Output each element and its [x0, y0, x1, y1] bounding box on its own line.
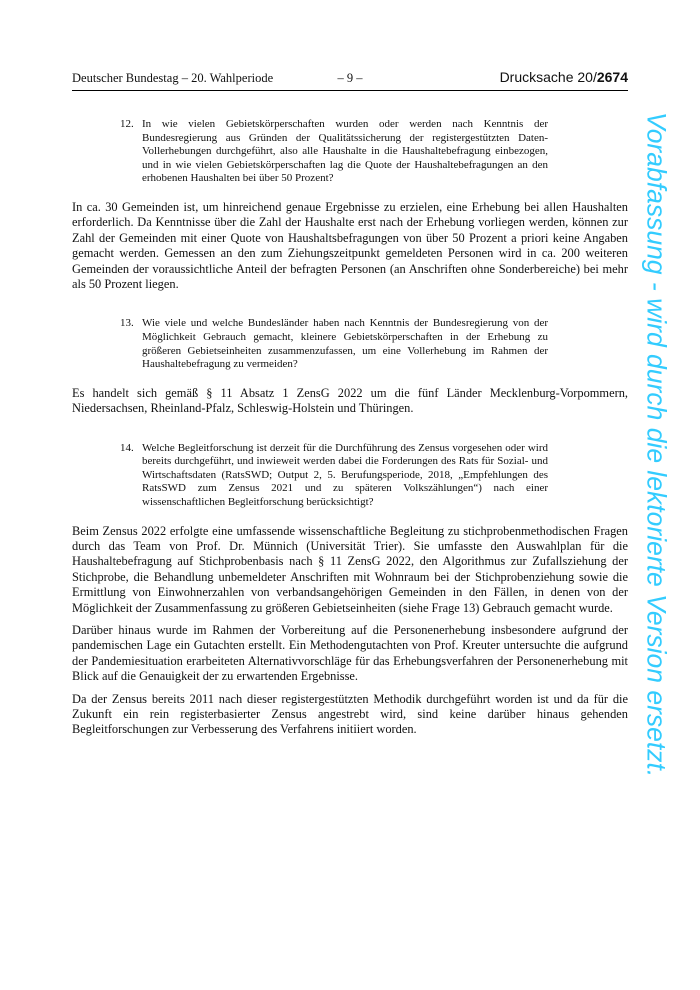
answer-12-paragraph: In ca. 30 Gemeinden ist, um hinreichend genaue Ergebnisse zu erzielen, eine Erhebung bei allen Haushalten erforderlich. Da Kenntnisse über die Zahl der Haushalte erst nach der Erhebung vorliegen werden, können zur Zahl der Gemeinden mit einer Quote von Haushaltsbefragungen von über 50 Prozent a priori keine Angaben gemacht werden. Gemessen an den zum Ziehungszeitpunkt gemeldeten Personen wird in ca. 200 weiteren Gemeinden der voraussichtliche Anteil der befragten Personen (an Anschriften ohne Sonderbereiche) bei mehr als 50 Prozent liegen.: [72, 199, 628, 291]
answer-14-paragraph-3: Da der Zensus bereits 2011 nach dieser registergestützten Methodik durchgeführt worden ist und da für die Zukunft ein rein registerbasierter Zensus angestrebt wird, sind keine darüber hinaus gehenden Begleitforschungen zur Verbesserung des Verfahrens initiiert worden.: [72, 691, 628, 737]
question-14: [120, 442, 548, 510]
question-number: 14.: [120, 441, 134, 454]
header-publisher: Deutscher Bundestag – 20. Wahlperiode: [72, 71, 274, 85]
draft-watermark: Vorabfassung - wird durch die lektorierte Version ersetzt.: [641, 112, 672, 778]
question-text: Welche Begleitforschung ist derzeit für die Durchführung des Zensus vorgesehen oder wird bereits durchgeführt, und inwieweit werden dabei die Forderungen des Rats für Sozial- und Wirtschaftsdaten (RatsSWD; Output 2, 5. Berufungsperiode, 2018, „Empfehlungen des RatsSWD zum Zensus 2021 und zu späteren Volkszählungen“) nach einer wissenschaftlichen Begleitforschung berücksichtigt?: [142, 441, 548, 508]
document-number-id: 2674: [596, 69, 628, 85]
question-number: 12.: [120, 118, 134, 130]
answer-14-paragraph-1: Beim Zensus 2022 erfolgte eine umfassende wissenschaftliche Begleitung zu stichprobenmethodischen Fragen durch das Team von Prof. Dr. Münnich (Universität Trier). Sie umfasste den Auswahlplan für die Haushaltebefragung auf Stichprobenbasis nach § 11 ZensG 2022, den Algorithmus zur Zufallsziehung der Stichprobe, die Behandlung unbemeldeter Anschriften mit Wohnraum bei der Stichprobenziehung sowie die Ermittlung von Einwohnerzahlen von verbandsangehörigen Gemeinden in den Fällen, in denen von der Möglichkeit der Zusammenfassung zu größeren Gebietseinheiten (siehe Frage 13) Gebrauch gemacht wurde.: [72, 523, 628, 615]
question-text: Wie viele und welche Bundesländer haben nach Kenntnis der Bundesregierung von der Möglichkeit Gebrauch gemacht, kleinere Gebietskörperschaften in der Erhebung zu größeren Gebietseinheiten zusammenzufassen, um eine Vollerhebung im Rahmen der Haushaltebefragung zu vermeiden?: [142, 317, 548, 371]
question-text: In wie vielen Gebietskörperschaften wurden oder werden nach Kenntnis der Bundesregierung aus Gründen der Qualitätssicherung der registergestützten Daten-Vollerhebungen durchgeführt, also alle Haushalte in die Haushaltebefragung einbezogen, und in wie vielen Gebietskörperschaften lag die Quote der Haushaltebefragungen an den erhobenen Haushalten bei über 50 Prozent?: [142, 118, 548, 185]
answer-13-paragraph: Es handelt sich gemäß § 11 Absatz 1 ZensG 2022 um die fünf Länder Mecklenburg-Vorpommern, Niedersachsen, Rheinland-Pfalz, Schleswig-Holstein und Thüringen.: [72, 385, 628, 416]
question-number: 13.: [120, 317, 134, 330]
page-header: [72, 70, 628, 91]
document-number: [500, 69, 628, 85]
document-number-period: 20/: [577, 69, 597, 85]
question-12: [120, 118, 548, 186]
page-content: [72, 118, 628, 738]
page-number: – 9 –: [337, 71, 363, 85]
question-13: [120, 317, 548, 371]
answer-14-paragraph-2: Darüber hinaus wurde im Rahmen der Vorbereitung auf die Personenerhebung insbesondere aufgrund der pandemischen Lage ein Gutachten erstellt. Ein Methodengutachten von Prof. Kreuter untersuchte die aufgrund der Pandemiesituation erarbeiteten Alternativvorschläge für das Erhebungsverfahren der Personenerhebung mit Blick auf die Genauigkeit der zu erwartenden Ergebnisse.: [72, 623, 628, 684]
document-number-prefix: Drucksache: [499, 69, 578, 85]
